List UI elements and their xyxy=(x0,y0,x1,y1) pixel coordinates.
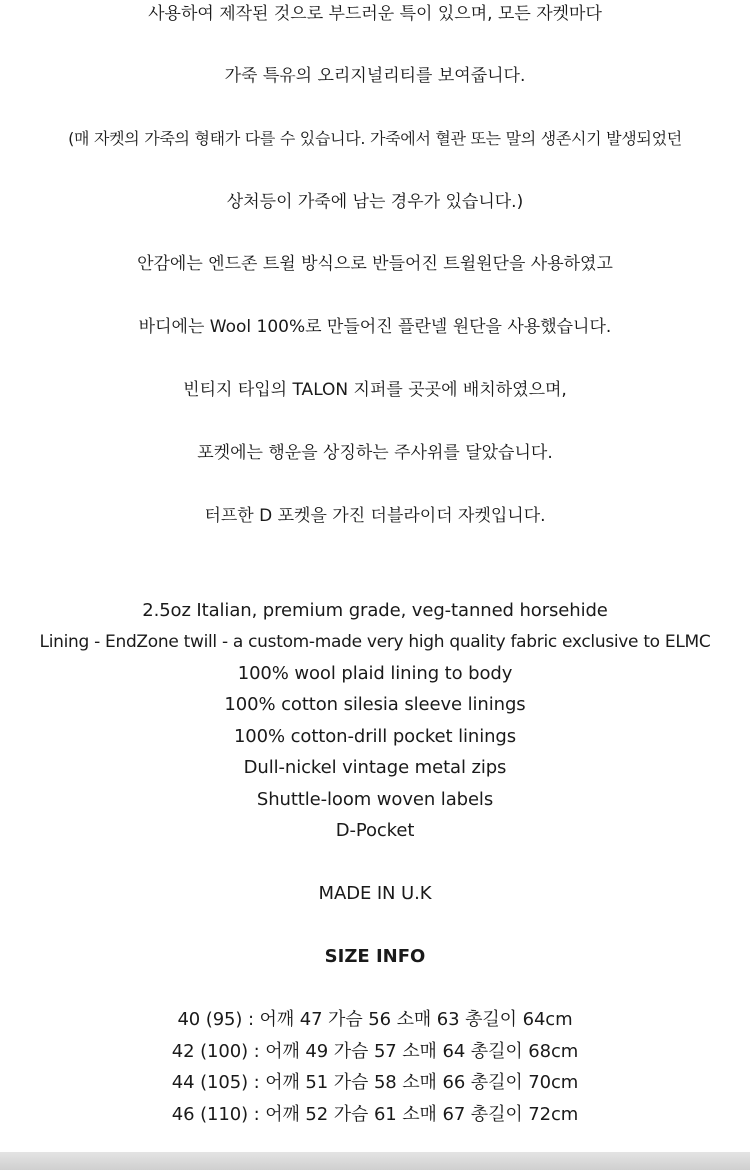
spec-line: 100% cotton-drill pocket linings xyxy=(233,726,517,747)
spec-line: 100% cotton silesia sleeve linings xyxy=(224,694,526,715)
spec-line: 2.5oz Italian, premium grade, veg-tanned horsehide xyxy=(142,600,608,621)
description-line: 안감에는 엔드존 트윌 방식으로 반들어진 트윌원단을 사용하였고 xyxy=(137,254,613,274)
spec-line: Lining - EndZone twill - a custom-made very high quality fabric exclusive to ELMC xyxy=(39,632,711,652)
description-line: 상처등이 가죽에 남는 경우가 있습니다.) xyxy=(226,192,524,212)
description-line: 사용하여 제작된 것으로 부드러운 특이 있으며, 모든 자켓마다 xyxy=(148,4,602,24)
bottom-divider xyxy=(0,1152,750,1170)
size-row: 46 (110) : 어깨 52 가슴 61 소매 67 총길이 72cm xyxy=(171,1104,579,1125)
description-line: 터프한 D 포켓을 가진 더블라이더 자켓입니다. xyxy=(204,506,546,526)
spec-line: D-Pocket xyxy=(335,820,415,841)
size-row: 44 (105) : 어깨 51 가슴 58 소매 66 총길이 70cm xyxy=(171,1072,579,1093)
made-in-label: MADE IN U.K xyxy=(318,883,432,904)
size-row: 42 (100) : 어깨 49 가슴 57 소매 64 총길이 68cm xyxy=(171,1041,579,1062)
spec-line: 100% wool plaid lining to body xyxy=(237,663,513,684)
spec-line: Shuttle-loom woven labels xyxy=(256,789,494,810)
size-row: 40 (95) : 어깨 47 가슴 56 소매 63 총길이 64cm xyxy=(177,1009,573,1030)
size-info-title: SIZE INFO xyxy=(324,946,426,967)
description-line: 바디에는 Wool 100%로 만들어진 플란넬 원단을 사용했습니다. xyxy=(138,317,612,337)
description-line: (매 자켓의 가죽의 형태가 다를 수 있습니다. 가죽에서 혈관 또는 말의 생존시기 발생되었던 xyxy=(68,129,682,148)
description-line: 포켓에는 행운을 상징하는 주사위를 달았습니다. xyxy=(197,443,553,463)
description-line: 빈티지 타입의 TALON 지퍼를 곳곳에 배치하였으며, xyxy=(183,380,567,400)
description-line: 가죽 특유의 오리지널리티를 보여줍니다. xyxy=(224,66,526,86)
spec-line: Dull-nickel vintage metal zips xyxy=(243,757,507,778)
